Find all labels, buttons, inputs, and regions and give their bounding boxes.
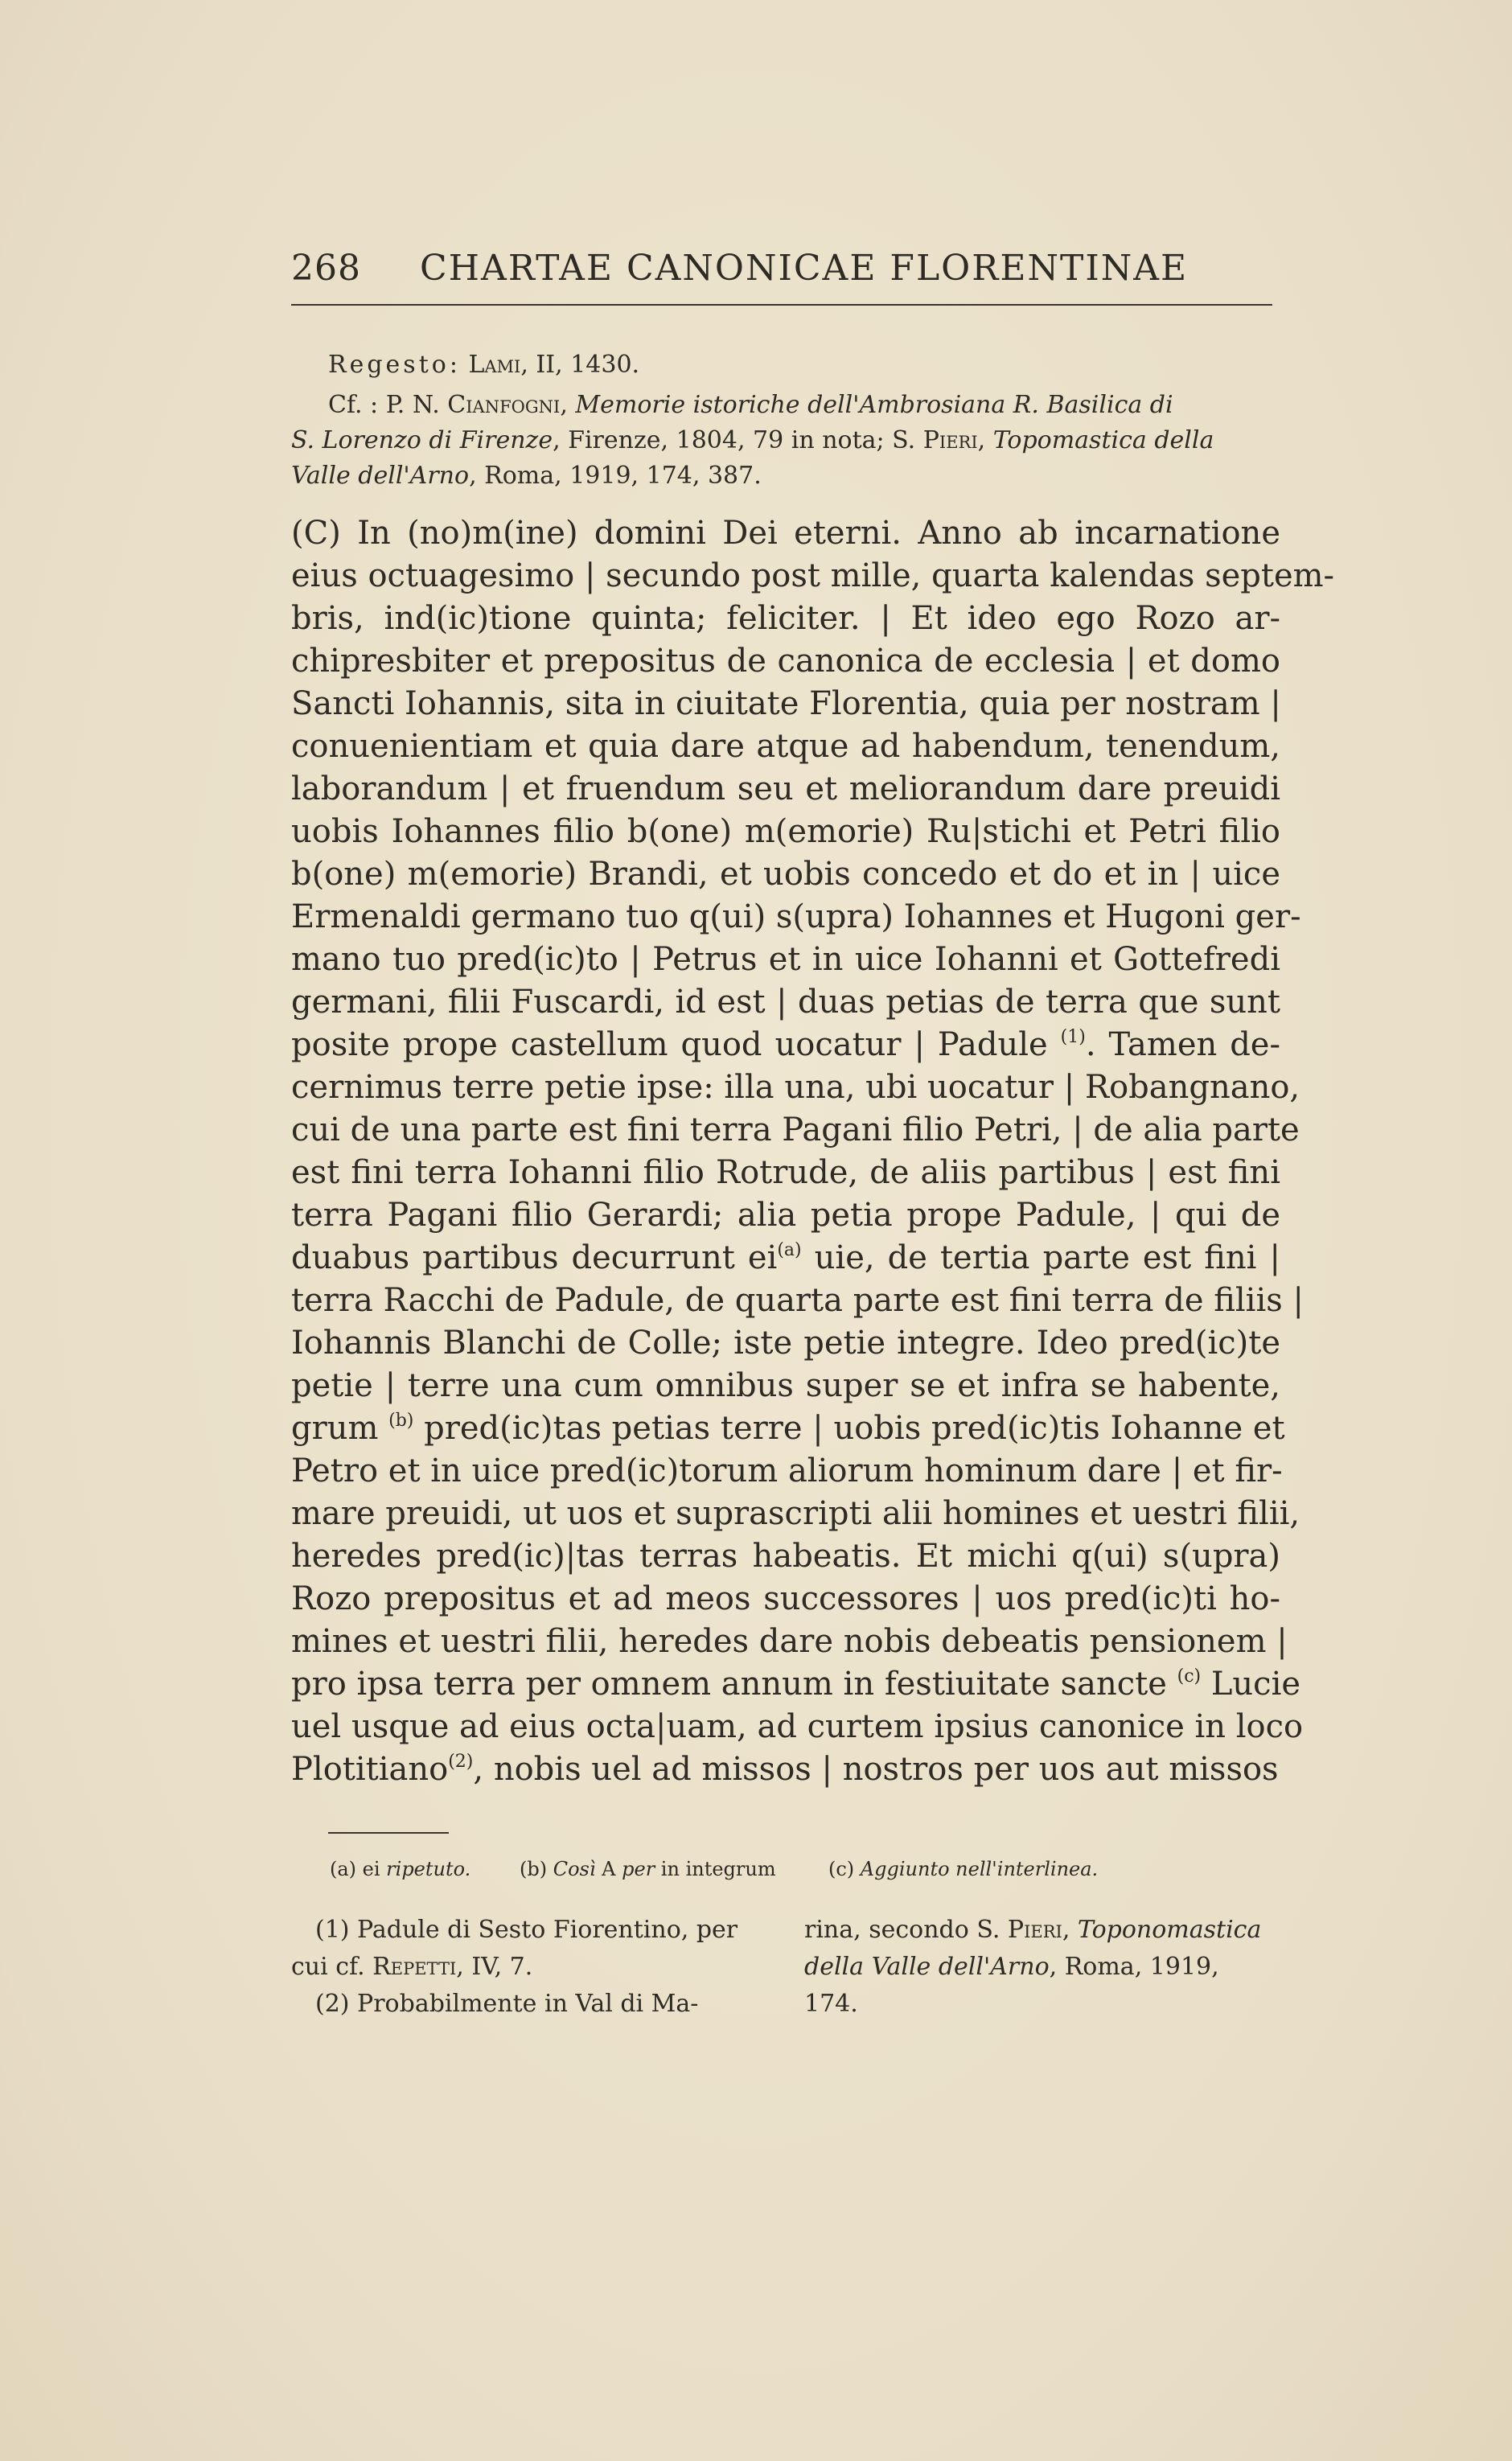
text-line: [291, 1410, 1285, 1447]
footnote-text: rina, secondo S.: [804, 1916, 1008, 1944]
note-ref: (a): [777, 1240, 802, 1260]
text-line: heredes pred(ic)|tas terras habeatis. Et michi q(ui) s(upra): [291, 1538, 1280, 1575]
text-line: [291, 1666, 1301, 1703]
footnote-ref: (1): [1060, 1027, 1086, 1047]
text-span: , nobis uel ad missos | nostros per uos aut missos: [473, 1751, 1279, 1788]
footnote-2-line-3: [804, 1953, 1219, 1981]
footnote-1-line-2: [291, 1953, 532, 1981]
text-line: b(one) m(emorie) Brandi, et uobis concedo et do et in | uice: [291, 856, 1280, 893]
note-text: Aggiunto nell'interlinea.: [860, 1858, 1099, 1880]
text-span: pro ipsa terra per omnem annum in festiuitate sancte: [291, 1666, 1177, 1703]
text-line: mare preuidi, ut uos et suprascripti alii homines et uestri filii,: [291, 1495, 1300, 1532]
text-span: grum: [291, 1410, 389, 1447]
text-line: petie | terre una cum omnibus super se et infra se habente,: [291, 1367, 1280, 1404]
text-line: [291, 1751, 1280, 1788]
cf-title: Valle dell'Arno: [291, 462, 470, 490]
cf-line-3: [291, 462, 762, 490]
cf-text: , Roma, 1919, 174, 387.: [469, 462, 762, 490]
text-line: mines et uestri filii, heredes dare nobis debeatis pensionem |: [291, 1623, 1288, 1660]
text-span: pred(ic)tas petias terre | uobis pred(ic)tis Iohanne et: [413, 1410, 1285, 1447]
text-span: . Tamen de-: [1085, 1026, 1280, 1063]
footnote-2-line-1: (2) Probabilmente in Val di Ma-: [315, 1990, 699, 2018]
text-line: cernimus terre petie ipse: illa una, ubi uocatur | Robangnano,: [291, 1069, 1300, 1106]
text-span: posite prope castellum quod uocatur | Padule: [291, 1026, 1061, 1063]
cf-line-2: S. Lorenzo di Firenze, Firenze, 1804, 79 in nota; S. Pieri, Topomastica della: [291, 426, 1214, 454]
text-line: est fini terra Iohanni filio Rotrude, de aliis partibus | est fini: [291, 1154, 1280, 1191]
text-span: duabus partibus decurrunt ei: [291, 1239, 778, 1276]
text-span: Lucie: [1201, 1666, 1301, 1703]
cf-title: Memorie istoriche dell'Ambrosiana R. Basilica di: [575, 391, 1173, 419]
text-span: uie, de tertia parte est fini |: [801, 1239, 1280, 1276]
cf-title: S. Lorenzo di Firenze: [291, 426, 553, 454]
text-line: laborandum | et fruendum seu et meliorandum dare preuidi: [291, 770, 1280, 807]
note-text: Così: [553, 1858, 596, 1880]
page-header: [291, 243, 1272, 307]
text-line: Sancti Iohannis, sita in ciuitate Florentia, quia per nostram |: [291, 685, 1281, 722]
cf-text: , Firenze, 1804, 79 in nota; S.: [553, 426, 923, 454]
footnote-author: Pieri: [1007, 1916, 1062, 1944]
text-line: (C) In (no)m(ine) domini Dei eterni. Anno ab incarnatione: [291, 515, 1280, 552]
header-rule: [291, 304, 1272, 306]
note-label: (b): [520, 1858, 553, 1880]
note-ref: (c): [1177, 1666, 1202, 1687]
regesto-author: Lami: [468, 351, 521, 379]
page-number: 268: [291, 248, 361, 289]
footnote-text: cui cf.: [291, 1953, 373, 1981]
text-line: [291, 1026, 1280, 1063]
footnote-ref: (2): [448, 1752, 474, 1772]
footnote-title: della Valle dell'Arno: [804, 1953, 1050, 1981]
note-label: (c): [828, 1858, 861, 1880]
note-text: ripetuto.: [386, 1858, 471, 1880]
note-text: per: [622, 1858, 655, 1880]
cf-label: Cf. : P. N.: [328, 391, 448, 419]
regesto-label: Regesto:: [328, 351, 461, 379]
text-line: eius octuagesimo | secundo post mille, quarta kalendas septem-: [291, 557, 1335, 594]
running-title: CHARTAE CANONICAE FLORENTINAE: [420, 248, 1189, 289]
text-span: Plotitiano: [291, 1751, 449, 1788]
note-text: A: [595, 1858, 622, 1880]
critical-note-a: [330, 1858, 470, 1880]
text-line: cui de una parte est fini terra Pagani filio Petri, | de alia parte: [291, 1111, 1300, 1148]
cf-author: Pieri: [922, 426, 978, 454]
text-line: mano tuo pred(ic)to | Petrus et in uice Iohanni et Gottefredi: [291, 941, 1280, 978]
text-line: conuenientiam et quia dare atque ad habendum, tenendum,: [291, 728, 1280, 765]
critical-note-b: [520, 1858, 776, 1880]
text-line: Rozo prepositus et ad meos successores | uos pred(ic)ti ho-: [291, 1580, 1280, 1617]
regesto-line: [328, 351, 639, 379]
text-line: bris, ind(ic)tione quinta; feliciter. | Et ideo ego Rozo ar-: [291, 600, 1280, 637]
regesto-ref: , II, 1430.: [520, 351, 640, 379]
text-line: terra Racchi de Padule, de quarta parte est fini terra de filiis |: [291, 1282, 1304, 1319]
text-line: uobis Iohannes filio b(one) m(emorie) Ru|stichi et Petri filio: [291, 813, 1280, 850]
text-line: Ermenaldi germano tuo q(ui) s(upra) Iohannes et Hugoni ger-: [291, 898, 1301, 935]
note-text: in integrum: [655, 1858, 776, 1880]
text-line: Petro et in uice pred(ic)torum aliorum hominum dare | et fir-: [291, 1452, 1283, 1489]
footnote-text: ,: [1062, 1916, 1078, 1944]
text-line: uel usque ad eius octa|uam, ad curtem ipsius canonice in loco: [291, 1708, 1304, 1745]
footnote-author: Repetti: [372, 1953, 457, 1981]
text-line: [291, 1239, 1280, 1276]
text-line: germani, filii Fuscardi, id est | duas petias de terra que sunt: [291, 984, 1280, 1021]
text-line: chipresbiter et prepositus de canonica de ecclesia | et domo: [291, 643, 1280, 680]
footnote-text: , IV, 7.: [456, 1953, 533, 1981]
cf-author: Cianfogni: [447, 391, 561, 419]
text-line: terra Pagani filio Gerardi; alia petia prope Padule, | qui de: [291, 1197, 1280, 1234]
footnote-1-line-1: (1) Padule di Sesto Fiorentino, per: [315, 1916, 738, 1944]
cf-title: Topomastica della: [992, 426, 1214, 454]
footnote-2-line-4: 174.: [804, 1990, 858, 2018]
footnote-text: , Roma, 1919,: [1049, 1953, 1219, 1981]
footnote-2-line-2: [804, 1916, 1261, 1944]
critical-note-c: [828, 1858, 1098, 1880]
text-line: Iohannis Blanchi de Colle; iste petie integre. Ideo pred(ic)te: [291, 1325, 1280, 1362]
footnote-title: Toponomastica: [1077, 1916, 1262, 1944]
footnote-rule: [328, 1832, 449, 1834]
note-label: (a) ei: [330, 1858, 387, 1880]
cf-line-1: Cf. : P. N. Cianfogni, Memorie istoriche dell'Ambrosiana R. Basilica di: [328, 391, 1173, 419]
note-ref: (b): [388, 1411, 414, 1431]
